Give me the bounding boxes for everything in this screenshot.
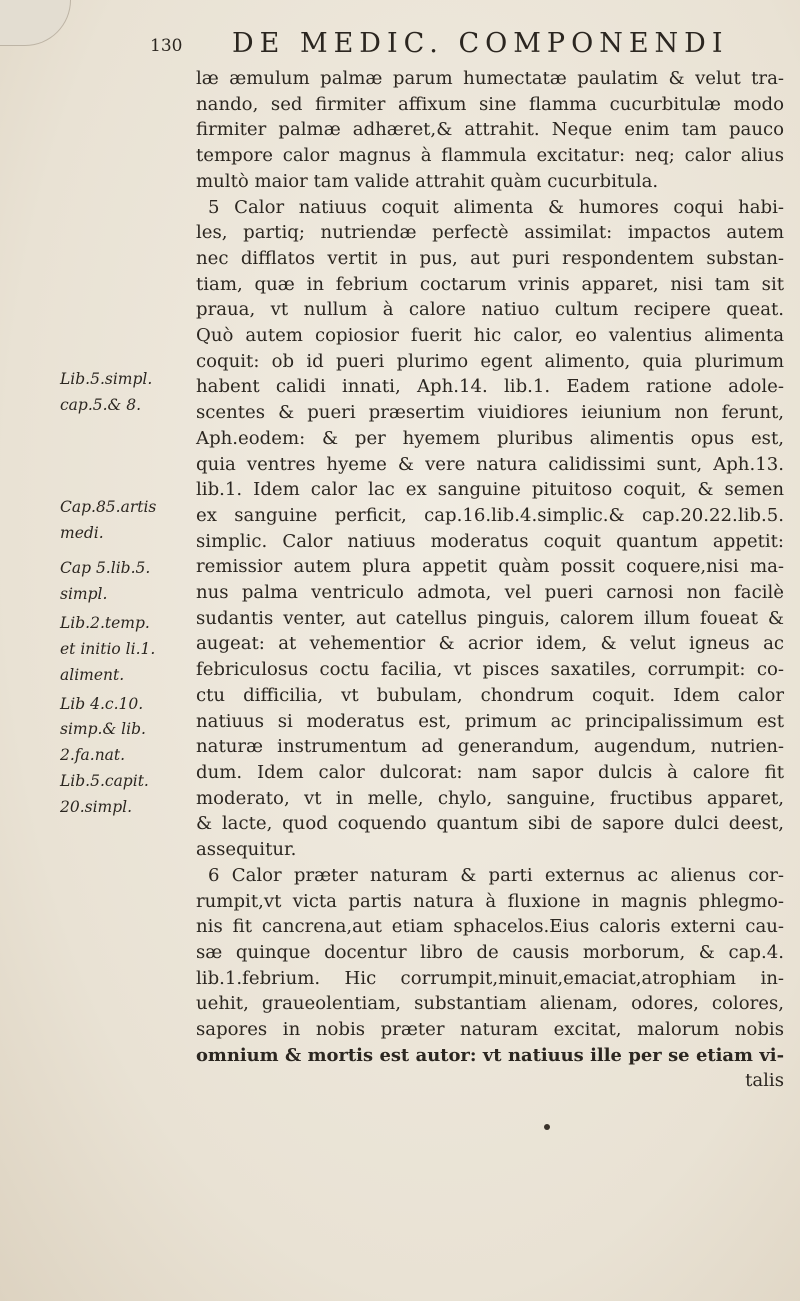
- text-line: dum. Idem calor dulcorat: nam sapor dulcis à calore fit: [196, 761, 784, 783]
- margin-note: Cap.85.artis: [60, 498, 157, 516]
- page-number: 130: [150, 36, 183, 56]
- margin-note: 20.simpl.: [60, 798, 133, 816]
- text-line: natiuus si moderatus est, primum ac principalissimum est: [196, 710, 784, 732]
- margin-note: Cap 5.lib.5.: [60, 559, 151, 577]
- text-line: simplic. Calor natiuus moderatus coquit quantum appetit:: [196, 530, 784, 552]
- margin-note: simpl.: [60, 585, 108, 603]
- margin-note: Lib 4.c.10.: [60, 695, 144, 713]
- text-line: moderato, vt in melle, chylo, sanguine, fructibus apparet,: [196, 787, 784, 809]
- page-corner-fold: [0, 0, 71, 46]
- text-line: omnium & mortis est autor: vt natiuus ille per se etiam vi-: [196, 1044, 784, 1066]
- margin-note: simp.& lib.: [60, 720, 146, 738]
- text-line: habent calidi innati, Aph.14. lib.1. Eadem ratione adole-: [196, 376, 784, 398]
- text-line: 5 Calor natiuus coquit alimenta & humores coqui habi-: [208, 196, 784, 218]
- text-line: ctu difficilia, vt bubulam, chondrum coquit. Idem calor: [196, 684, 784, 706]
- text-line: læ æmulum palmæ parum humectatæ paulatim & velut tra-: [196, 68, 784, 89]
- text-line: firmiter palmæ adhæret,& attrahit. Neque enim tam pauco: [196, 119, 784, 141]
- text-line: assequitur.: [196, 839, 297, 861]
- text-line: nis fit cancrena,aut etiam sphacelos.Eius caloris externi cau-: [196, 916, 784, 938]
- text-line: nus palma ventriculo admota, vel pueri carnosi non facilè: [196, 582, 784, 604]
- text-line: tempore calor magnus à flammula excitatur: neq; calor alius: [196, 145, 784, 167]
- text-line: praua, vt nullum à calore natiuo cultum recipere queat.: [196, 299, 784, 321]
- text-line: augeat: at vehementior & acrior idem, & velut igneus ac: [196, 633, 784, 655]
- text-line: 6 Calor præter naturam & parti externus ac alienus cor-: [208, 864, 784, 886]
- text-line: Quò autem copiosior fuerit hic calor, eo valentius alimenta: [196, 325, 784, 347]
- text-line: remissior autem plura appetit quàm possit coquere,nisi ma-: [196, 556, 784, 578]
- text-line: nando, sed firmiter affixum sine flamma cucurbitulæ modo: [196, 93, 784, 115]
- text-line: uehit, graueolentiam, substantiam alienam, odores, colores,: [196, 993, 784, 1015]
- text-line: lib.1. Idem calor lac ex sanguine pituitoso coquit, & semen: [196, 479, 784, 501]
- margin-note: Lib.5.capit.: [60, 772, 149, 790]
- margin-note: medi.: [60, 524, 104, 542]
- text-line: Aph.eodem: & per hyemem pluribus alimentis opus est,: [196, 427, 784, 449]
- text-line: lib.1.febrium. Hic corrumpit,minuit,emaciat,atrophiam in-: [196, 967, 784, 989]
- text-line: ex sanguine perficit, cap.16.lib.4.simplic.& cap.20.22.lib.5.: [196, 504, 784, 526]
- body-text: [196, 66, 784, 1094]
- text-line: nec difflatos vertit in pus, aut puri respondentem substan-: [196, 247, 784, 269]
- catchword: talis: [745, 1070, 784, 1092]
- margin-note: Lib.5.simpl.: [60, 370, 153, 388]
- text-line: sapores in nobis præter naturam excitat, malorum nobis: [196, 1019, 784, 1041]
- running-head: DE MEDIC. COMPONENDI: [232, 28, 729, 59]
- text-line: coquit: ob id pueri plurimo egent alimento, quia plurimum: [196, 350, 784, 372]
- text-line: scentes & pueri præsertim viuidiores ieiunium non ferunt,: [196, 402, 784, 424]
- text-line: febriculosus coctu facilia, vt pisces saxatiles, corrumpit: co-: [196, 659, 784, 681]
- margin-note: Lib.2.temp.: [60, 614, 150, 632]
- margin-note: aliment.: [60, 666, 125, 684]
- text-line: sæ quinque docentur libro de causis morborum, & cap.4.: [196, 941, 784, 963]
- ink-spot: [544, 1124, 550, 1130]
- text-line: tiam, quæ in febrium coctarum vrinis apparet, nisi tam sit: [196, 273, 784, 295]
- text-line: & lacte, quod coquendo quantum sibi de sapore dulci deest,: [196, 813, 784, 835]
- margin-note: cap.5.& 8.: [60, 396, 142, 414]
- text-line: les, partiq; nutriendæ perfectè assimilat: impactos autem: [196, 222, 784, 244]
- text-line: quia ventres hyeme & vere natura calidissimi sunt, Aph.13.: [196, 453, 784, 475]
- margin-note: 2.fa.nat.: [60, 746, 126, 764]
- text-line: naturæ instrumentum ad generandum, augendum, nutrien-: [196, 736, 784, 758]
- text-line: multò maior tam valide attrahit quàm cucurbitula.: [196, 170, 659, 192]
- text-line: sudantis venter, aut catellus pinguis, calorem illum foueat &: [196, 607, 784, 629]
- margin-note: et initio li.1.: [60, 640, 156, 658]
- text-line: rumpit,vt victa partis natura à fluxione in magnis phlegmo-: [196, 890, 784, 912]
